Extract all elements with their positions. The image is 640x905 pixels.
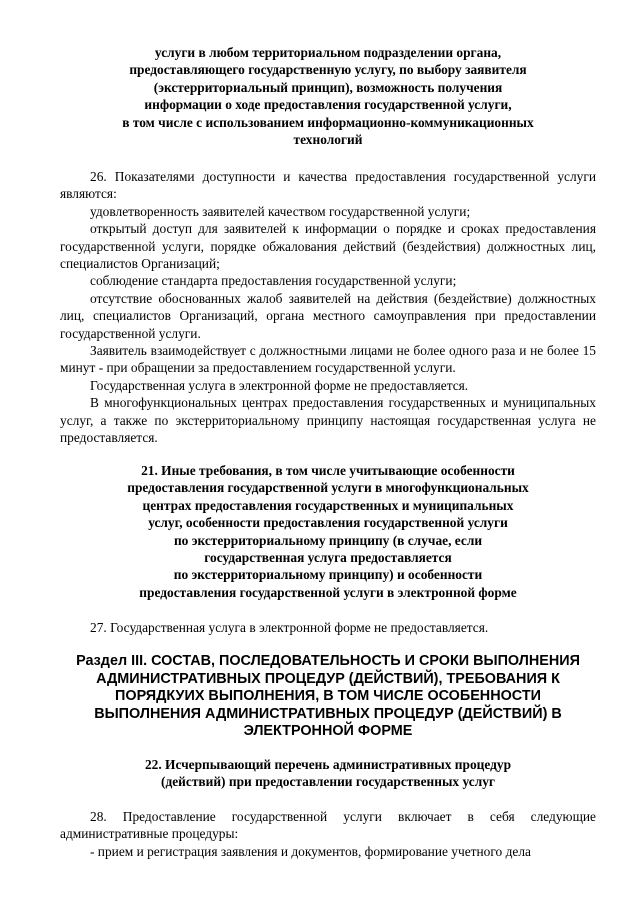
paragraph: отсутствие обоснованных жалоб заявителей на действия (бездействие) должностных лиц, специалистов Организаций, органа местного самоуправления при предоставлении государственной услуги. — [60, 290, 596, 341]
heading-line: информации о ходе предоставления государственной услуги, — [144, 97, 512, 113]
heading-line: 21. Иные требования, в том числе учитывающие особенности — [141, 463, 515, 478]
heading-line: предоставления государственной услуги в многофункциональных — [127, 480, 529, 496]
heading-21 — [60, 462, 596, 601]
heading-22 — [60, 756, 596, 791]
heading-line: предоставления государственной услуги в электронной форме — [139, 584, 517, 600]
heading-line: услуг, особенности предоставления государственной услуги — [148, 515, 508, 531]
paragraph: 26. Показателями доступности и качества предоставления государственной услуги являются: — [60, 169, 596, 202]
heading-line: государственная услуга предоставляется — [204, 550, 452, 566]
heading-line: по экстерриториальному принципу) и особенности — [173, 567, 483, 583]
body-block-28 — [60, 808, 596, 860]
heading-line: (действий) при предоставлении государственных услуг — [160, 774, 495, 790]
heading-line: предоставляющего государственную услугу, по выбору заявителя — [129, 62, 527, 78]
section-line: ВЫПОЛНЕНИЯ АДМИНИСТРАТИВНЫХ ПРОЦЕДУР (ДЕЙСТВИЙ) В — [94, 705, 562, 722]
section-line: ПОРЯДКУИХ ВЫПОЛНЕНИЯ, В ТОМ ЧИСЛЕ ОСОБЕННОСТИ — [115, 688, 541, 704]
section-line: АДМИНИСТРАТИВНЫХ ПРОЦЕДУР (ДЕЙСТВИЙ), ТРЕБОВАНИЯ К — [96, 670, 560, 687]
heading-line: 22. Исчерпывающий перечень административных процедур — [144, 757, 512, 772]
paragraph: 28. Предоставление государственной услуги включает в себя следующие административные процедуры: — [60, 809, 596, 842]
paragraph: Заявитель взаимодействует с должностными лицами не более одного раза и не более 15 минут - при обращении за предоставлением государственной услуги. — [60, 343, 596, 376]
heading-line: в том числе с использованием информационно-коммуникационных — [122, 114, 534, 130]
section-3-title — [60, 653, 596, 741]
heading-line: центрах предоставления государственных и муниципальных — [142, 497, 514, 513]
paragraph: удовлетворенность заявителей качеством государственной услуги; — [90, 203, 471, 219]
section-line: Раздел III. СОСТАВ, ПОСЛЕДОВАТЕЛЬНОСТЬ И СРОКИ ВЫПОЛНЕНИЯ — [76, 653, 580, 669]
heading-line: услуги в любом территориальном подразделении органа, — [154, 45, 502, 60]
heading-line: по экстерриториальному принципу (в случае, если — [173, 532, 483, 548]
heading-line: (экстерриториальный принцип), возможность получения — [153, 79, 503, 95]
paragraph: открытый доступ для заявителей к информации о порядке и сроках предоставления государственной услуги, порядке обжалования действий (бездействия) должностных лиц, специалистов Организаций; — [60, 221, 596, 272]
body-block-27 — [60, 619, 596, 636]
paragraph: 27. Государственная услуга в электронной форме не предоставляется. — [90, 620, 489, 635]
body-block-26 — [60, 168, 596, 447]
paragraph: В многофункциональных центрах предоставления государственных и муниципальных услуг, а также по экстерриториальному принципу настоящая государственная услуга не предоставляется. — [60, 395, 596, 446]
paragraph: соблюдение стандарта предоставления государственной услуги; — [90, 273, 457, 289]
heading-line: технологий — [293, 132, 363, 148]
paragraph: - прием и регистрация заявления и документов, формирование учетного дела — [90, 843, 531, 859]
section-line: ЭЛЕКТРОННОЙ ФОРМЕ — [243, 723, 413, 739]
paragraph: Государственная услуга в электронной форме не предоставляется. — [90, 377, 469, 393]
heading-territorial-principle — [60, 44, 596, 148]
